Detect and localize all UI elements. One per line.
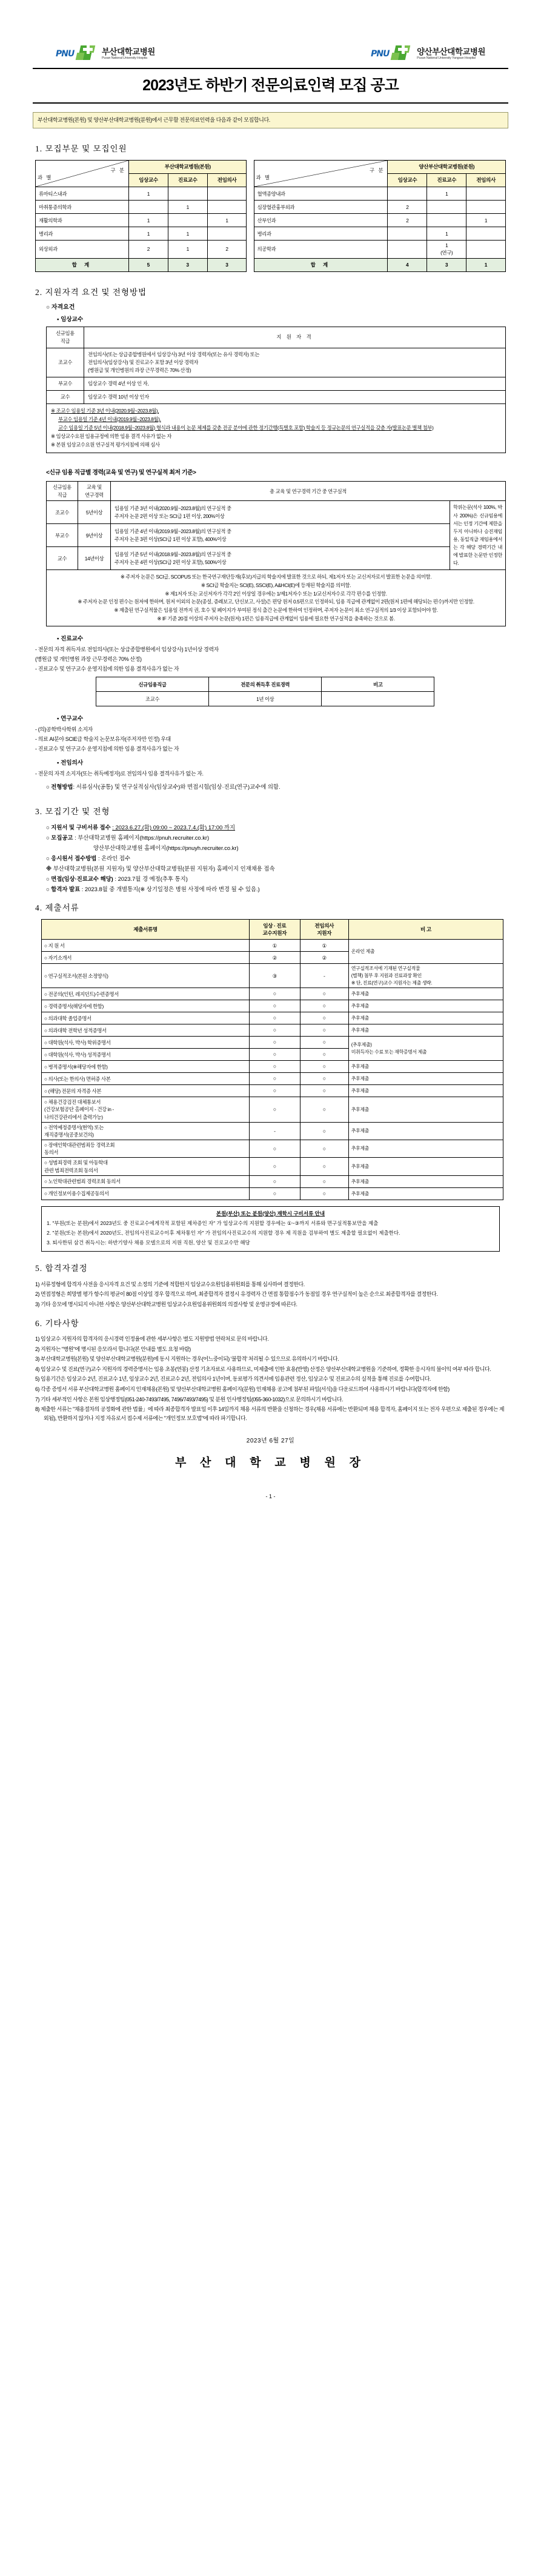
count-cell: 2: [388, 201, 427, 214]
career-years: 14년이상: [78, 547, 111, 570]
crit-note: ※ 주저자 논문은 SCI급, SCOPUS 또는 한국연구재단등재(후보)지급의 학술지에 발표한 것으로 하되, 제1저자 또는 교신저자로서 발표한 논문을 의미함.: [120, 574, 432, 580]
right-hospital-header: 양산부산대학교병원(분원): [388, 161, 506, 174]
list-item: - 전문의 자격 취득자로 전임의사(또는 상급종합병원에서 임상강사) 1년이상 경력자: [35, 646, 219, 653]
schedule-label: ○ 응시원서 접수방법: [46, 855, 97, 862]
table-row: [47, 524, 506, 547]
signature-line: 부 산 대 학 교 병 원 장: [174, 1456, 367, 1469]
remark-cell: 추후제출: [348, 1187, 503, 1200]
medical-professor-table: [96, 677, 434, 706]
schedule-value: : 2023.6.27.(화) 09:00 ~ 2023.7.4.(화) 17:00 까지: [112, 824, 236, 831]
clinical-required: ○: [249, 1187, 300, 1200]
schedule-value: : 2023.7월 경 예정(추후 통지): [115, 875, 188, 882]
list-item: 3) 부산대학교병원(본원) 및 양산부산대학교병원(분원)에 동시 지원하는 경우(어느중이되) '불합격' 처리될 수 있으므로 유의하시기 바랍니다.: [35, 1356, 339, 1363]
count-cell: [388, 187, 427, 201]
table-row: [42, 1097, 503, 1123]
document-name: ○ 전역예정증명서(현역) 또는 재직증명서(공중보건의): [42, 1122, 250, 1140]
list-item: 2) 면접정형은 희망별 평가 항수의 평균이 80점 이상일 경우 합격으로 하며, 최종합격자 결정시 유경력자 간 면접 통합점수가 동점일 경우 연구실적이 높은 순으로 최종합격자를 결정한다.: [35, 1291, 438, 1298]
career-requirement: 1년 이상: [209, 692, 322, 706]
table-row: [42, 1012, 503, 1024]
table-row: [42, 1000, 503, 1012]
list-item: - 진료교수 및 연구교수 운영지침에 의한 임용 결격사유가 없는 자: [35, 666, 179, 672]
medical-professor-items: [35, 646, 506, 673]
clinical-required: ○: [249, 1049, 300, 1061]
logo-name-en: Pusan National University Yangsan Hospital: [417, 56, 476, 61]
fellow-required: ○: [300, 1037, 348, 1049]
column-header: 전임의사: [207, 174, 247, 187]
schedule-item: [46, 864, 506, 874]
fellow-required: ①: [300, 940, 348, 952]
section3-heading: 3. 모집기간 및 전형: [35, 806, 110, 816]
rank-label: 조교수: [47, 501, 78, 524]
intro-box: 부산대학교병원(본원) 및 양산부산대학교병원(분원)에서 근무할 전문의료인력을 다음과 같이 모집합니다.: [33, 112, 508, 128]
document-name: ○ 병적증명서(※해당자에 한함): [42, 1061, 250, 1073]
count-cell: 2: [207, 241, 247, 258]
document-name: ○ 의과대학 전학년 성적증명서: [42, 1024, 250, 1037]
clinical-required: ○: [249, 1000, 300, 1012]
crit-col1: 신규임용 직급: [47, 482, 78, 501]
crit-note: ※ 주저자 논문 인정 편수는 원저에 한하며, 원저 이외의 논문(종설, 증례보고, 단신보고, 사설)은 편당 원저 0.5편으로 인정하되, 임용 직급에 관계없이 2편(원저 1편에 해당되는 편수)까지만 인정함.: [78, 599, 474, 605]
list-item: 3) 기타 응모에 명시되지 아니한 사항은 양산부산대학교병원 임상교수요원임용위원회의 의결사항 및 운영규정에 따른다.: [35, 1301, 297, 1307]
rank-label: 교수: [47, 547, 78, 570]
remark-cell: 추후제출: [348, 1012, 503, 1024]
column-header: 임상 · 진료 교수지원자: [249, 920, 300, 940]
table-row: [42, 1073, 503, 1085]
document-name: ○ 경력증명서(해당자에 한함): [42, 1000, 250, 1012]
fellow-required: ○: [300, 1175, 348, 1187]
table-row: [42, 1158, 503, 1175]
document-name: ○ 의사(또는 한의사) 면허증 사본: [42, 1073, 250, 1085]
table-row: [36, 187, 506, 201]
table-row: [36, 214, 506, 227]
document-name: ○ 지 원 서: [42, 940, 250, 952]
table-row: [36, 201, 506, 214]
schedule-value: : 온라인 접수: [98, 855, 131, 862]
table-corner-right: 구 분 과 별: [254, 161, 388, 187]
table-row: [42, 988, 503, 1000]
clinical-required: ○: [249, 1073, 300, 1085]
pnu-logo-icon: [56, 45, 98, 61]
fellow-required: ②: [300, 952, 348, 964]
remark-cell: 연구실적조서에 기재된 연구실적물 (별책) 첨부 후 지원과 진료과장 확인 ※ 단, 진료(연구)교수 지원자는 제출 생략.: [348, 964, 503, 988]
table-row: [47, 348, 506, 377]
logo-name-kr: 부산대학교병원: [102, 47, 155, 57]
schedule-value: : 2023.8월 중 개별통지(※ 상기일정은 병원 사정에 따라 변경 될 수 있음.): [81, 885, 260, 892]
table-row: [42, 1140, 503, 1158]
column-header: 제출서류명: [42, 920, 250, 940]
selection-method-text: : 서류심사(공통) 및 연구실적심사(임상교수)와 면접시험(임상·진료(연구)교수에 의함.: [73, 783, 280, 791]
table-row: [42, 1187, 503, 1200]
rank-label: 부교수: [47, 524, 78, 547]
qual-col1: 신규임용 직급: [47, 327, 84, 348]
research-professor-label: ▪ 연구교수: [57, 715, 84, 723]
crit-col2: 교육 및 연구경력: [78, 482, 111, 501]
column-header: 신규임용직급: [96, 677, 209, 692]
title-block: [33, 68, 508, 104]
column-header: 임상교수: [388, 174, 427, 187]
remark-cell: 추후제출: [348, 1000, 503, 1012]
document-name: ○ 장애인학대관련범죄등 경력조회 동의서: [42, 1140, 250, 1158]
document-name: ○ 대학원(석사, 박사) 학위증명서: [42, 1037, 250, 1049]
document-name: ○ (해당) 전문의 자격증 사본: [42, 1085, 250, 1097]
schedule-item: [46, 823, 506, 833]
remark-cell: 추후제출: [348, 1085, 503, 1097]
total-cell: 5: [128, 258, 168, 271]
remark-cell: 추후제출: [348, 1097, 503, 1123]
clinical-required: ○: [249, 1037, 300, 1049]
notice-items: [47, 1220, 494, 1247]
document-name: ○ 채용건강검진 대체통보서 (건강보험공단 홈페이지 - 건강 in - 나의건강관리에서 출력가능): [42, 1097, 250, 1123]
dept-name: 마취통증의학과: [36, 201, 129, 214]
section4-heading: 4. 제출서류: [35, 903, 79, 912]
count-cell: 1: [427, 227, 466, 241]
logo-pnuh: [56, 45, 155, 61]
remark-cell: (추후제출) 미취득자는 수료 또는 재학증명서 제출: [348, 1037, 503, 1061]
clinical-required: ○: [249, 1024, 300, 1037]
fellow-required: ○: [300, 1158, 348, 1175]
rank-label: 조교수: [47, 348, 84, 377]
remark-cell: 추후제출: [348, 988, 503, 1000]
fellow-required: ○: [300, 1000, 348, 1012]
schedule-label: ○ 면접(임상·진료교수 해당): [46, 875, 113, 882]
dept-name: 의공학과: [254, 241, 388, 258]
fellow-required: ○: [300, 1061, 348, 1073]
performance-requirement: 임용일 기준 4년 이내(2019.9월~2023.8월)의 연구실적 중 주저자 논문 3편 이상(SCI급 1편 이상 포함), 400%이상: [111, 524, 450, 547]
clinical-required: ○: [249, 1140, 300, 1158]
document-name: ○ 연구실적조서(본원 소정양식): [42, 964, 250, 988]
count-cell: 1: [168, 201, 207, 214]
fellow-required: ○: [300, 1085, 348, 1097]
list-item: 1) 서류정형에 합격자 사전을 응시자격 요건 및 소정의 기준에 적합한지 임상교수요원임용위원회를 통해 심사하여 결정한다.: [35, 1281, 305, 1287]
qual-note: ※ 임상교수요원 임용규정에 의한 임용 결격 사유가 없는 자: [51, 433, 171, 439]
logo-name-kr: 양산부산대학교병원: [417, 47, 485, 57]
medical-professor-label: ▪ 진료교수: [57, 636, 84, 643]
list-item: 6) 각종 증빙서 서류 부산대학교병원 홈페이지 인재채용(본원) 및 양산부산대학교병원 홈페이지(분원) 인재채용 공고에 첨부된 파일(서식)을 다운로드하여 사용하시기 바랍니다(합격자에 한함): [35, 1386, 450, 1392]
remark-cell: 추후제출: [348, 1024, 503, 1037]
document-name: ○ 개인정보이용수집제공동의서: [42, 1187, 250, 1200]
qualification-head: ○ 자격요건: [46, 304, 75, 311]
remark-cell: 추후제출: [348, 1158, 503, 1175]
table-row: [47, 501, 506, 524]
remark-cell: 추후제출: [348, 1175, 503, 1187]
clinical-required: ○: [249, 1061, 300, 1073]
table-row: [47, 390, 506, 403]
qual-note: ※ 본원 임상교수요원 연구실적 평가지침에 의해 심사: [51, 441, 160, 448]
dept-name: 산부인과: [254, 214, 388, 227]
count-cell: [207, 187, 247, 201]
count-cell: 1: [466, 214, 506, 227]
list-item: 5) 임용기간은 임상교수 2년, 진료교수 1년, 임상교수 2년, 진료교수 2년, 전임의사 1년이며, 동료평가 의견서에 임용관련 정산, 임상교수 및 진료교수의 실적을 통해 진로를 수여합니다.: [35, 1376, 431, 1383]
table-row: [42, 964, 503, 988]
remark-cell: 추후제출: [348, 1122, 503, 1140]
crit-note: ※ IF 기준 20점 이상의 주저자 논문(원저) 1편은 임용직급에 관계없이 임용에 필요한 연구실적을 충족하는 것으로 봄.: [157, 615, 395, 622]
table-row: [42, 940, 503, 952]
schedule-item: [46, 854, 506, 864]
list-item: 2) 지원자는 "병원"에 명시된 응모라서 합니다(본 안내를 별도 요청 바람): [35, 1346, 191, 1352]
logo-pnuyh: [371, 45, 485, 61]
count-cell: [466, 227, 506, 241]
section6-items: [35, 1335, 506, 1404]
count-cell: [466, 241, 506, 258]
selection-method: [46, 783, 506, 791]
list-item: 8) 제출한 서류는 "채용절차의 공정화에 관한 법률」에 따라 최종합격자 발표일 이후 14일까지 채용 서류의 반환을 신청하는 경우(채용 서류에는 반환되며 채용 합격자, 홈페이지 또는 전자 우편으로 제출된 경우에는 제외됨), 반환하지 않거나 지정 자유로서 접수제 서류에는 "개인정보 보호법"에 따라 파기합니다.: [35, 1406, 505, 1421]
schedule-items: [35, 823, 506, 894]
column-header: 임상교수: [128, 174, 168, 187]
column-header: 비 고: [348, 920, 503, 940]
fellow-required: ○: [300, 1049, 348, 1061]
fellow-required: -: [300, 964, 348, 988]
criteria-title: <신규 임용 직급별 경력(교육 및 연구) 및 연구실적 최저 기준>: [46, 469, 196, 476]
pnu-logo-icon: [371, 45, 413, 61]
remark-cell: 온라인 제출: [348, 940, 503, 964]
section5-heading: 5. 합격자결정: [35, 1264, 88, 1273]
schedule-item: [46, 885, 506, 895]
documents-table: [41, 919, 503, 1200]
header-logos: [0, 0, 541, 61]
remark-cell: [322, 692, 434, 706]
fellow-required: ○: [300, 1024, 348, 1037]
left-hospital-header: 부산대학교병원(본원): [128, 161, 246, 174]
list-item: 1) 임상교수 지원자의 합격자의 응시경력 인정율에 관한 세부사항은 별도 지원방법 연락처로 문의 바랍니다.: [35, 1336, 269, 1343]
schedule-item: [46, 874, 506, 885]
count-cell: [388, 227, 427, 241]
table-row: [36, 241, 506, 258]
clinical-professor-label: ▪ 임상교수: [57, 316, 84, 323]
clinical-required: ○: [249, 1085, 300, 1097]
rank-label: 조교수: [96, 692, 209, 706]
notice-item: 2. "분원(또는 본원)에서 2020년도, 전임의사진료교수이후 제차통인 자" 가 전임의사진료교수의 지원할 경우 제 직원을 검부하여 별도 제출할 필요없이 제출한다.: [47, 1230, 400, 1237]
crit-note: ※ SCI급 학술지는 SCI(E), SSCI(E), A&HCI(E)에 등재된 학술지를 의미함.: [201, 582, 351, 589]
column-header: 전임의사: [466, 174, 506, 187]
column-header: 진료교수: [168, 174, 207, 187]
rank-label: 부교수: [47, 377, 84, 390]
table-row: [42, 1037, 503, 1049]
table-row: [42, 1122, 503, 1140]
list-item: 7) 기타 세부적인 사항은 본원 임상행정팀(051-240-7493/7495, 7496/7493/7495) 및 분원 인사행정팀(055-360-1032)으로 문의하시기 바랍니다.: [35, 1396, 343, 1403]
schedule-value: : 부산대학교병원 홈페이지(https://pnuh.recruiter.co.kr): [75, 834, 210, 842]
rank-label: 교수: [47, 390, 84, 403]
schedule-label: ○ 모집공고: [46, 834, 73, 842]
fellow-required: ○: [300, 1073, 348, 1085]
document-name: ○ 의과대학 졸업증명서: [42, 1012, 250, 1024]
crit-col3: 총 교육 및 연구경력 기간 중 연구실적: [111, 482, 506, 501]
qual-note: 교수 임용일 기준 5년 이내(2018.9월~2023.8월) 형식과 내용이 논문 체제를 갖춘 전공 분야에 관한 정기간행(특별호 포함) 학술지 등 정규논문의 연구실적을 갖춘 자(발표논문 별책 첨부): [58, 424, 434, 431]
qual-note: 부교수 임용일 기준 4년 이내(2019.9월~2023.8월),: [58, 416, 161, 422]
list-item: 4) 임상교수 및 진료(연구)교수 지원자의 경력증명서는 임용 초봉(연봉) 산정 기초자료로 사용하므로, 미제출에 인한 효용(반영) 산정은 양산부산대학교병원을 기준하여, 정확한 응시자의 불이익 여부 따라 합니다.: [35, 1366, 491, 1372]
table-row: [36, 227, 506, 241]
count-cell: 1: [168, 241, 207, 258]
clinical-qualification-table: [46, 327, 506, 453]
performance-requirement: 임용일 기준 3년 이내(2020.9월~2023.8월)의 연구실적 중 주저자 논문 2편 이상 또는 SCI급 1편 이상, 200%이상: [111, 501, 450, 524]
count-cell: [427, 201, 466, 214]
crit-note: ※ 제1저자 또는 교신저자가 각각 2인 이상일 경우에는 1/제1저자수 또는 1/교신저자수로 각각 편수를 인정함.: [165, 590, 387, 597]
page-number: - 1 -: [265, 1493, 276, 1500]
count-cell: 1: [128, 187, 168, 201]
document-name: ○ 성범죄경력 조회 및 아동학대 관련 범죄전력조회 동의서: [42, 1158, 250, 1175]
career-years: 9년이상: [78, 524, 111, 547]
table-row: [47, 377, 506, 390]
fellow-label: ▪ 전임의사: [57, 760, 84, 767]
count-cell: [427, 214, 466, 227]
notice-title: 본원(부산) 또는 분원(양산) 재학시 구비서류 안내: [216, 1210, 325, 1217]
count-cell: [168, 214, 207, 227]
section1-heading: 1. 모집부문 및 모집인원: [35, 144, 127, 153]
table-row: [96, 692, 434, 706]
schedule-label: ○ 합격자 발표: [46, 885, 81, 892]
rank-requirement: 임상교수 경력 10년 이상 인자: [84, 390, 506, 403]
rank-requirement: 임상교수 경력 4년 이상 인 자,: [84, 377, 506, 390]
count-cell: 2: [388, 214, 427, 227]
logo-abbr: PNU: [56, 49, 75, 59]
clinical-required: ③: [249, 964, 300, 988]
document-name: ○ 자기소개서: [42, 952, 250, 964]
column-header: 비고: [322, 677, 434, 692]
document-name: ○ 전공의(인턴, 레지던트)수련증명서: [42, 988, 250, 1000]
column-header: 진료교수: [427, 174, 466, 187]
count-cell: 1: [128, 214, 168, 227]
remark-cell: 추후제출: [348, 1140, 503, 1158]
schedule-label: ※: [46, 865, 52, 872]
dept-name: 심장혈관흉부외과: [254, 201, 388, 214]
dept-name: 혈액종양내과: [254, 187, 388, 201]
clinical-required: ①: [249, 940, 300, 952]
dept-name: 병리과: [254, 227, 388, 241]
list-item: - (의)공학박사학위 소지자: [35, 726, 93, 733]
count-cell: [466, 187, 506, 201]
section5-items: [35, 1280, 506, 1309]
fellow-required: ○: [300, 988, 348, 1000]
table-row: [47, 547, 506, 570]
crit-side-note: 학위논문(석사 100%, 박사 200%)은 신규임용에서는 인정 기간에 제한을 두지 아니하나 승진재임용, 동일직급 재임용에서는 각 해당 경력기간 내에 발표한 논문만 인정한다.: [450, 501, 505, 570]
performance-requirement: 임용일 기준 5년 이내(2018.9월~2023.8월)의 연구실적 중 주저자 논문 4편 이상(SCI급 2편 이상 포함), 500%이상: [111, 547, 450, 570]
remark-cell: 추후제출: [348, 1073, 503, 1085]
schedule-label: ○ 지원서 및 구비서류 접수: [46, 824, 111, 831]
count-cell: 1: [128, 227, 168, 241]
column-header: 전문의 취득후 진료경력: [209, 677, 322, 692]
dept-name: 재활의학과: [36, 214, 129, 227]
fellow-required: ○: [300, 1140, 348, 1158]
list-item: - 진료교수 및 연구교수 운영지침에 의한 임용 결격사유가 없는 자: [35, 746, 179, 752]
column-header: 전임의사 지원자: [300, 920, 348, 940]
schedule-value: 양산부산대학교병원 홈페이지(https://pnuyh.recruiter.co.kr): [93, 845, 239, 852]
total-cell: 3: [207, 258, 247, 271]
total-cell: 3: [427, 258, 466, 271]
schedule-item: [93, 843, 506, 854]
count-cell: 1 (연구): [427, 241, 466, 258]
notice-item: 1. "부원(또는 분원)에서 2023년도 중 진료교수에게작적 포함된 제차증인 자" 가 임상교수의 지원할 경우에는 ①~③까지 서류와 면구실적통보만을 제출: [47, 1220, 379, 1227]
total-row: [36, 258, 506, 271]
total-cell: 3: [168, 258, 207, 271]
count-cell: 1: [427, 187, 466, 201]
qual-notes: [47, 403, 506, 453]
total-label: 합 계: [36, 258, 129, 271]
logo-abbr: PNU: [371, 49, 390, 59]
research-professor-items: [35, 726, 506, 753]
recruitment-table: [35, 160, 506, 271]
count-cell: 2: [128, 241, 168, 258]
fellow-required: ○: [300, 1122, 348, 1140]
crit-notes: [47, 570, 506, 626]
count-cell: [207, 201, 247, 214]
fellow-required: ○: [300, 1012, 348, 1024]
crit-note: ※ 제출된 연구실적물은 임용일 전까지 권, 호수 및 페이지가 부여된 정식 출간 논문에 한하여 인정하며, 주저자 논문이 최소 연구실적의 1/3 이상 포함되어야 함.: [114, 606, 438, 613]
table-corner-left: 구 분 과 별: [36, 161, 129, 187]
section6-heading: 6. 기타사항: [35, 1318, 79, 1328]
rank-requirement: 전임의사(또는 상급종합병원에서 임상강사) 3년 이상 경력자(또는 유사 경력자) 또는 전임의사(임상강사) 및 진료교수 포함 3년 이상 경력자 (병원급 및 개인병원의 과장 근무경력은 70% 산정): [84, 348, 506, 377]
clinical-required: ○: [249, 1158, 300, 1175]
count-cell: [388, 241, 427, 258]
dept-name: 병리과: [36, 227, 129, 241]
selection-method-label: ○ 전형방법: [46, 783, 73, 791]
clinical-required: ②: [249, 952, 300, 964]
count-cell: [207, 227, 247, 241]
research-criteria-table: [46, 481, 506, 626]
total-cell: 1: [466, 258, 506, 271]
dept-name: 외상외과: [36, 241, 129, 258]
document-name: ○ 대학원(석사, 박사) 성적증명서: [42, 1049, 250, 1061]
clinical-required: ○: [249, 1012, 300, 1024]
count-cell: [168, 187, 207, 201]
qual-col2: 지 원 자 격: [84, 327, 506, 348]
table-row: [42, 1024, 503, 1037]
clinical-required: ○: [249, 988, 300, 1000]
count-cell: 1: [207, 214, 247, 227]
qual-note: ※ 조교수 임용일 기준 3년 이내(2020.9월~2023.8월),: [51, 407, 159, 414]
total-label: 합 계: [254, 258, 388, 271]
page-title: 2023년도 하반기 전문의료인력 모집 공고: [142, 77, 399, 94]
fellow-items: [35, 770, 506, 778]
schedule-value: 부산대학교병원(본원 지원자) 및 양산부산대학교병원(분원 지원자) 홈페이지 인재채용 접속: [53, 865, 275, 872]
table-row: [42, 1175, 503, 1187]
count-cell: [466, 201, 506, 214]
list-item: - 전문의 자격 소지자(또는 취득예정자)로 전임의사 임용 결격사유가 없는 자.: [35, 771, 204, 777]
list-item: (병원급 및 개인병원 과장 근무경력은 70% 산정): [35, 656, 142, 663]
count-cell: 1: [168, 227, 207, 241]
career-years: 5년이상: [78, 501, 111, 524]
table-row: [42, 1061, 503, 1073]
count-cell: [128, 201, 168, 214]
submission-notice-box: [41, 1206, 500, 1252]
section2-heading: 2. 지원자격 요건 및 전형방법: [35, 287, 147, 297]
document-name: ○ 노인학대관련범죄 경력조회 동의서: [42, 1175, 250, 1187]
list-item: - 의료 AI분야 SCIE급 학술지 논문보유자(주저자만 인정) 우대: [35, 736, 171, 743]
fellow-required: ○: [300, 1097, 348, 1123]
logo-name-en: Pusan National University Hospita: [102, 56, 147, 61]
total-cell: 4: [388, 258, 427, 271]
section-extra-items: [35, 1405, 506, 1422]
clinical-required: ○: [249, 1097, 300, 1123]
schedule-item: [46, 833, 506, 843]
issue-date: 2023년 6월 27일: [246, 1438, 295, 1445]
clinical-required: -: [249, 1122, 300, 1140]
clinical-required: ○: [249, 1175, 300, 1187]
table-row: [42, 1085, 503, 1097]
dept-name: 류마티스내과: [36, 187, 129, 201]
notice-item: 3. 퇴사한뒤 삼건 취득시는: 하반기양사 채용 모델으로의 지원 직원, 양산 및 진로교수만 해당: [47, 1239, 250, 1246]
fellow-required: ○: [300, 1187, 348, 1200]
remark-cell: 추후제출: [348, 1061, 503, 1073]
